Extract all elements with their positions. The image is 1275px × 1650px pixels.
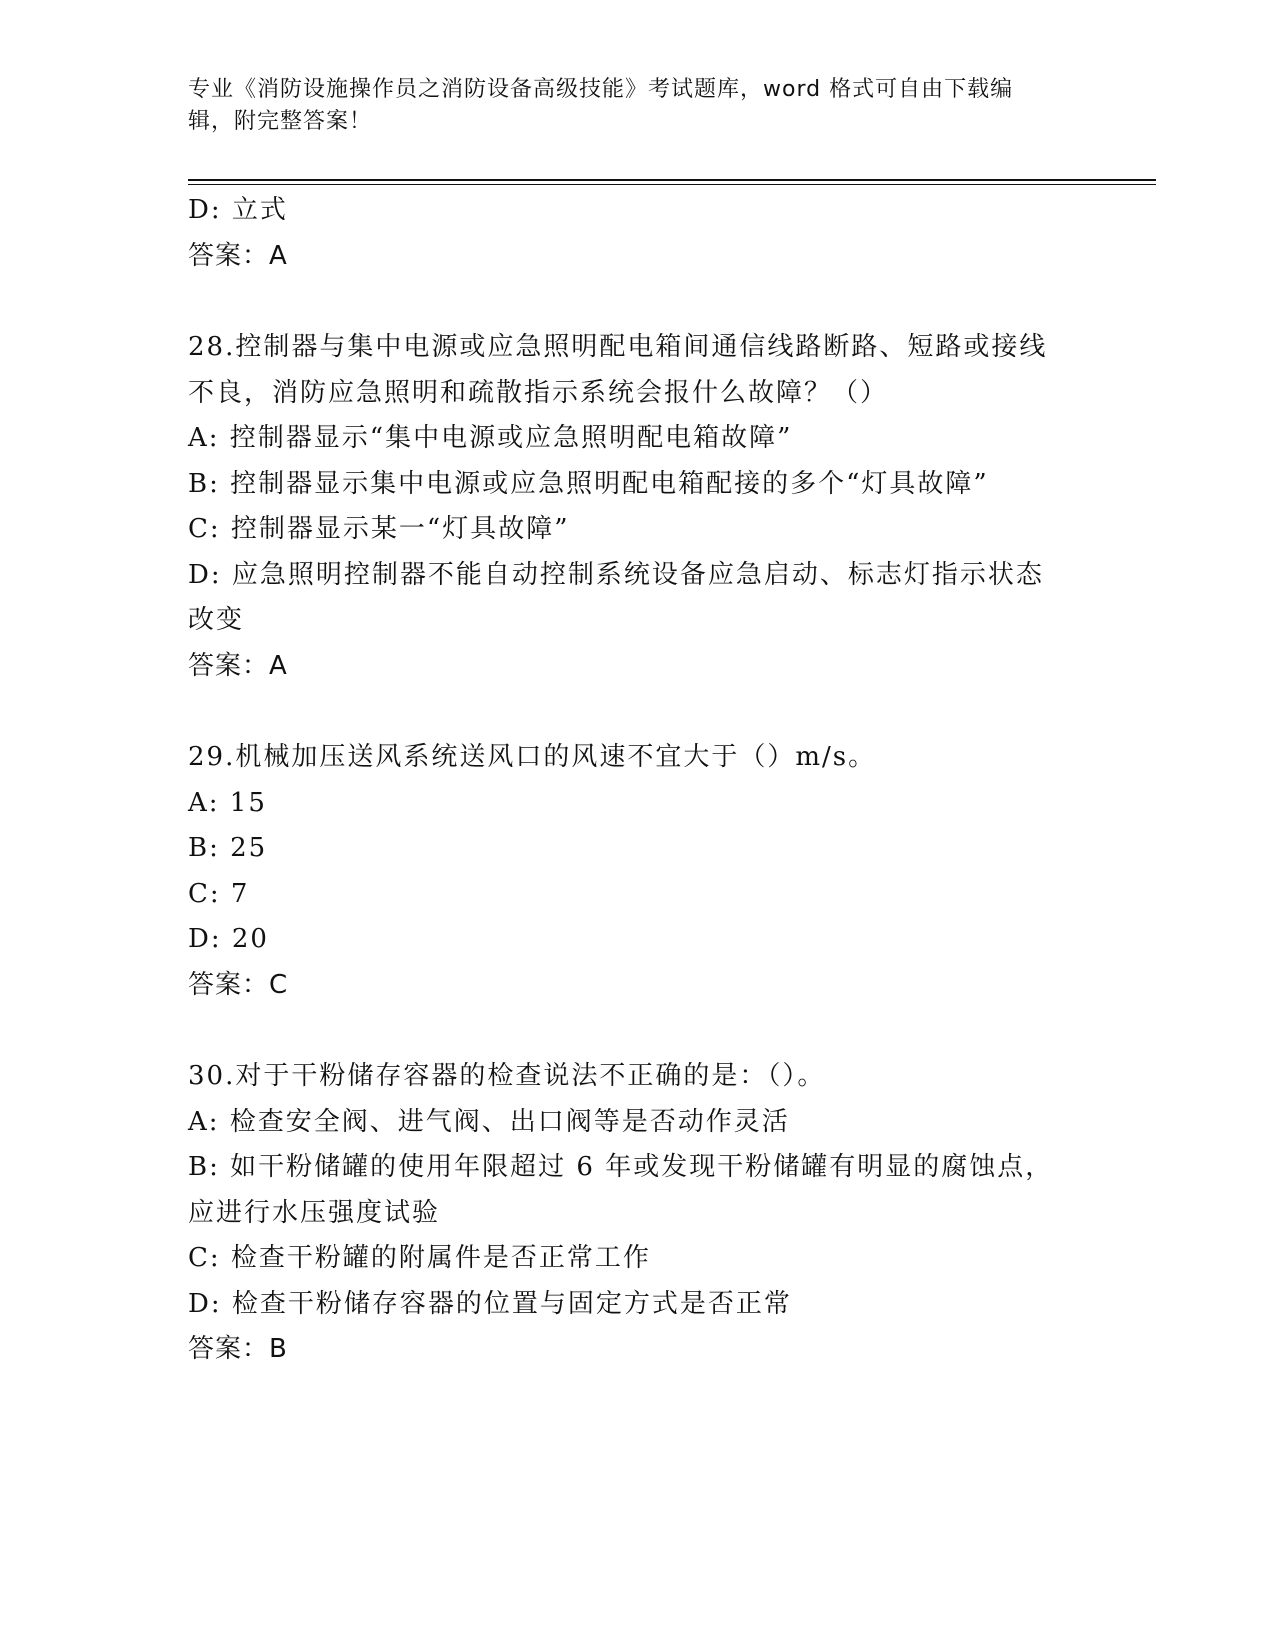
- question-28: [188, 325, 1068, 689]
- header-line-1: 专业《消防设施操作员之消防设备高级技能》考试题库，word 格式可自由下载编: [188, 77, 1014, 102]
- header-line-2: 辑，附完整答案！: [188, 109, 373, 134]
- question-stem: 30.对于干粉储存容器的检查说法不正确的是：（）。: [188, 1061, 826, 1091]
- spacer: [188, 689, 1068, 735]
- option-b: B: 25: [188, 833, 268, 863]
- spacer: [188, 279, 1068, 325]
- header-divider-thick: [188, 179, 1156, 181]
- option-b: B: 如干粉储罐的使用年限超过 6 年或发现干粉储罐有明显的腐蚀点，: [188, 1152, 1054, 1182]
- answer-line: 答案：A: [188, 650, 288, 681]
- answer-line: 答案：C: [188, 969, 289, 1000]
- question-29: [188, 735, 1068, 1008]
- option-d: D: 应急照明控制器不能自动控制系统设备应急启动、标志灯指示状态: [188, 559, 1044, 590]
- question-content: [188, 188, 1068, 1373]
- option-a: A: 控制器显示“集中电源或应急照明配电箱故障”: [188, 423, 793, 453]
- option-b: B: 控制器显示集中电源或应急照明配电箱配接的多个“灯具故障”: [188, 468, 989, 499]
- answer-line: 答案：A: [188, 240, 288, 271]
- question-stem-cont: 不良，消防应急照明和疏散指示系统会报什么故障？（）: [188, 377, 889, 408]
- option-b-cont: 应进行水压强度试验: [188, 1197, 441, 1228]
- option-a: A: 15: [188, 787, 267, 818]
- question-stem: 29.机械加压送风系统送风口的风速不宜大于（）m/s。: [188, 742, 877, 772]
- option-d: D: 检查干粉储存容器的位置与固定方式是否正常: [188, 1288, 792, 1319]
- page-header: [188, 74, 1068, 138]
- option-c: C: 检查干粉罐的附属件是否正常工作: [188, 1243, 651, 1273]
- question-27-tail: [188, 188, 1068, 279]
- option-c: C: 控制器显示某一“灯具故障”: [188, 514, 570, 544]
- option-d: D: 20: [188, 924, 269, 954]
- question-30: [188, 1054, 1068, 1373]
- option-d-cont: 改变: [188, 605, 245, 635]
- option-c: C: 7: [188, 878, 250, 909]
- option-d: D: 立式: [188, 195, 288, 225]
- question-stem: 28.控制器与集中电源或应急照明配电箱间通信线路断路、短路或接线: [188, 332, 1048, 362]
- header-divider-thin: [188, 184, 1156, 185]
- spacer: [188, 1008, 1068, 1054]
- option-a: A: 检查安全阀、进气阀、出口阀等是否动作灵活: [188, 1106, 790, 1137]
- answer-line: 答案：B: [188, 1334, 288, 1364]
